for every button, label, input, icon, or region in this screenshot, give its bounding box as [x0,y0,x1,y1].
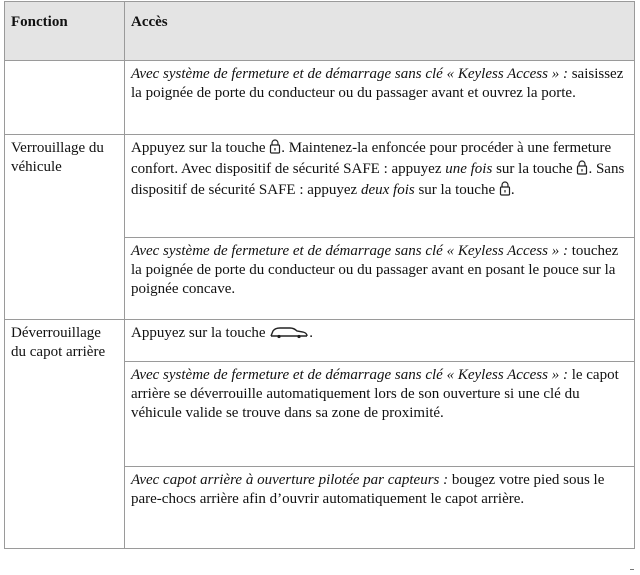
acces-instruction: bougez votre pied sous le pare-chocs arrière afin d’ouvrir automatiquement le capot arrière. [131,472,605,507]
acces-cell [125,238,635,320]
acces-text-part: sur la touche [414,182,499,198]
acces-emphasis: deux fois [360,182,415,198]
table-row [5,320,635,362]
function-access-table [4,1,635,549]
acces-text [131,366,628,423]
header-fonction: Fonction [5,2,125,61]
acces-emphasis: une fois [445,161,493,177]
acces-text-part: . [309,325,314,341]
acces-text-part: Appuyez sur la touche [131,325,270,341]
page-edge-mark [630,569,634,570]
acces-text-part: sur la touche [492,161,577,177]
acces-cell [125,61,635,135]
acces-cell [125,320,635,362]
acces-text-part: . [510,182,515,198]
fonction-cell [5,135,125,320]
acces-condition: Avec système de fermeture et de démarrage sans clé « Keyless Access » : [131,66,568,82]
acces-instruction: saisissez la poignée de porte du conducteur ou du passager avant et ouvrez la porte. [131,66,624,101]
fonction-verrouillage: Verrouillage du véhicule [11,140,104,175]
fonction-cell-empty [5,61,125,135]
fonction-cell [5,320,125,549]
acces-instruction: touchez la poignée de porte du conducteur ou du passager avant en posant le pouce sur la poignée concave. [131,243,619,297]
acces-text-part: . Maintenez-la enfoncée pour procéder à une fermeture confort. Avec dispositif de sécurité SAFE : appuyez [131,140,612,177]
acces-text-part: . Sans dispositif de sécurité SAFE : appuyez [131,161,625,198]
acces-text [131,139,628,202]
acces-text [131,242,628,299]
header-acces: Accès [125,2,635,61]
fonction-deverrouillage: Déverrouillage du capot arrière [11,325,106,360]
acces-cell [125,135,635,238]
acces-text [131,65,628,103]
table-row [5,135,635,238]
lock-icon [499,181,511,202]
acces-condition: Avec système de fermeture et de démarrage sans clé « Keyless Access » : [131,367,568,383]
table-row [5,61,635,135]
trunk-icon [269,325,309,345]
acces-condition: Avec système de fermeture et de démarrage sans clé « Keyless Access » : [131,243,568,259]
acces-cell [125,362,635,467]
acces-instruction: le capot arrière se déverrouille automatiquement lors de son ouverture si une clé du véhicule valide se trouve dans sa zone de proximité. [131,367,619,421]
acces-text [131,471,628,509]
lock-icon [576,160,588,181]
acces-condition: Avec capot arrière à ouverture pilotée par capteurs : [131,472,449,488]
lock-icon [269,139,281,160]
table-header-row [5,2,635,61]
acces-text-part: Appuyez sur la touche [131,140,270,156]
acces-cell [125,467,635,549]
acces-text [131,324,628,345]
